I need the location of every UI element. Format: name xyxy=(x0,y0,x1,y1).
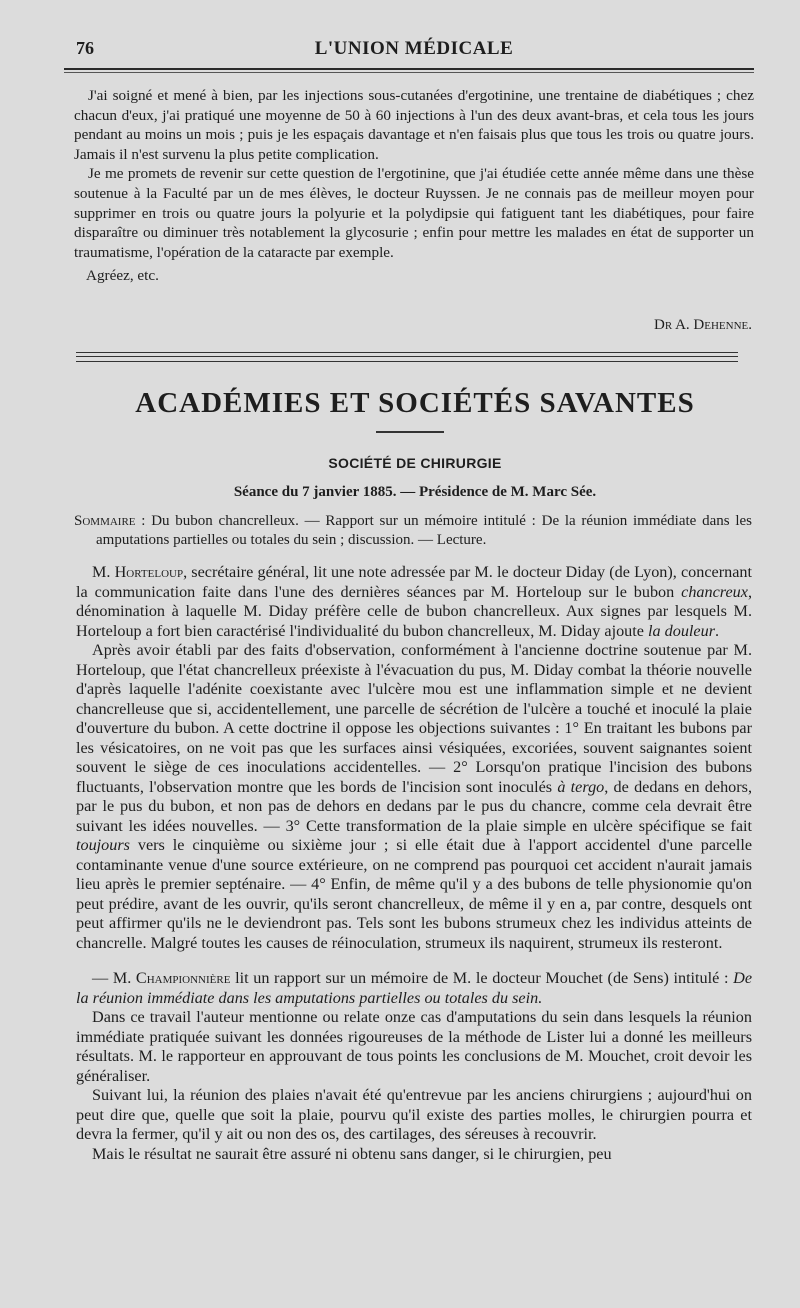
society-title: SOCIÉTÉ DE CHIRURGIE xyxy=(328,455,502,471)
body-paragraph-4: Dans ce travail l'auteur mentionne ou relate onze cas d'amputations du sein dans lesquels la réunion immédiate pratiquée suivant les données rigoureuses de la méthode de Lister lui a donné les meilleurs résultats. M. le rapporteur en approuvant de tous points les conclusions de M. Mouchet, croit devoir les généraliser. xyxy=(76,1008,752,1085)
running-head xyxy=(76,38,752,64)
speaker-name: Championnière xyxy=(135,969,231,987)
text-run: , dénomination à laquelle M. Diday préfère celle de bubon chancrelleux. Aux signes par lesquels M. Horteloup a fort bien caractérisé l'individualité du bubon chancrelleux, M. Diday ajoute xyxy=(76,582,752,640)
body-paragraph-5: Suivant lui, la réunion des plaies n'avait été qu'entrevue par les anciens chirurgiens ; aujourd'hui on peut dire que, quelle que soit la plaie, pourvu qu'il existe des parties molles, le chirurgien pourra et devra la fermer, qu'il y ait ou non des os, des cartilages, des séreuses à recouvrir. xyxy=(76,1086,752,1143)
italic-term: la douleur xyxy=(648,621,715,640)
summary-label: Sommaire xyxy=(74,513,136,529)
text-run: , secrétaire général, lit une note adressée par M. le docteur Diday (de Lyon), concernant la communication faite dans l'une des dernières séances par M. Horteloup sur le bubon xyxy=(76,563,752,601)
body-paragraph-3 xyxy=(76,969,752,1008)
page-number: 76 xyxy=(76,38,94,58)
italic-term: toujours xyxy=(76,836,130,854)
letter-paragraph-1: J'ai soigné et mené à bien, par les injections sous-cutanées d'ergotinine, une trentaine de diabétiques ; chez chacun d'eux, j'ai pratiqué une moyenne de 50 à 60 injections à l'un des deux avant-bras, et cela tous les jours pendant au moins un mois ; puis je les espaçais davantage et n'en faisais plus que tous les trois ou quatre jours. Jamais il n'est survenu la plus petite complication. xyxy=(74,87,754,163)
letter-paragraph-2: Je me promets de revenir sur cette question de l'ergotinine, que j'ai étudiée cette année même dans une thèse soutenue à la Faculté par un de mes élèves, le docteur Ruyssen. Je ne connais pas de meilleur moyen pour supprimer en trois ou quatre jours la polyurie et la polydipsie qui fatiguent tant les diabétiques, pour faire disparaître ou diminuer très notablement la glycosurie ; enfin pour mettre les malades en état de supporter un traumatisme, l'opération de la cataracte par exemple. xyxy=(74,165,754,261)
italic-term: à tergo xyxy=(557,777,605,796)
summary-text: : Du bubon chancrelleux. — Rapport sur un mémoire intitulé : De la réunion immédiate dans les amputations partielles ou totales du sein ; discussion. — Lecture. xyxy=(96,513,752,548)
header-rule xyxy=(64,68,754,70)
italic-term: chancreux xyxy=(681,582,748,601)
header-rule-thin xyxy=(64,72,754,73)
body-paragraph-6: Mais le résultat ne saurait être assuré ni obtenu sans danger, si le chirurgien, peu xyxy=(92,1144,612,1163)
section-separator-rule xyxy=(76,352,738,353)
body-paragraph-1 xyxy=(76,563,752,641)
session-report xyxy=(76,563,752,1164)
summary xyxy=(74,512,752,550)
text-run: Après avoir établi par des faits d'observation, conformément à l'ancienne doctrine soutenue par M. Horteloup, que l'état chancrelleux préexiste à l'évacuation du pus, M. Diday combat la théorie nouvelle d'après laquelle l'adénite coexistante avec l'ulcère mou est une inflammation simple et ne devient chancrelleuse que si, accidentellement, une parcelle de sécrétion de l'ulcère a touché et inoculé la plaie d'ouverture du bubon. A cette doctrine il oppose les objections suivantes : 1° En traitant les bubons par les vésicatoires, on ne voit pas que les surfaces ainsi vésiquées, excoriées, souvent saignantes soient souvent le siège de ces inoculations accidentelles. — 2° Lorsqu'on pratique l'incision des bubons fluctuants, l'observation montre que les bords de l'incision sont inoculés xyxy=(76,641,752,796)
section-separator-rule xyxy=(76,356,738,357)
text-run: , de dedans en dehors, par le pus du bubon, et non pas de dehors en dedans par le pus du chancre, comme cela devrait être suivant les idées nouvelles. — 3° Cette transformation de la plaie simple en ulcère spécifique se fait xyxy=(76,777,753,835)
section-separator-rule xyxy=(76,361,738,362)
session-line: Séance du 7 janvier 1885. — Présidence de M. Marc Sée. xyxy=(233,484,597,500)
body-paragraph-2 xyxy=(76,641,752,953)
letter-continuation xyxy=(74,86,754,286)
section-title-underline xyxy=(376,431,444,433)
text-run: vers le cinquième ou sixième jour ; si elle était due à l'apport accidentel d'une parcelle contaminante venue d'une source extérieure, on ne comprend pas pourquoi cet accident n'aurait jamais lieu après le premier septénaire. — 4° Enfin, de même qu'il y a des bubons de telle physionomie qu'on peut prédire, avant de les ouvrir, qu'ils seront chancrelleux, de même il y en a, par contre, desquels ont peut affirmer qu'ils ne le deviendront pas. Tels sont les bubons strumeux chez les individus atteints de chancrelle. Malgré toutes les causes de réinoculation, strumeux ils naquirent, strumeux ils resteront. xyxy=(76,836,752,952)
letter-signature: Dr A. Dehenne. xyxy=(654,317,752,333)
journal-title: L'UNION MÉDICALE xyxy=(314,38,514,59)
text-run: lit un rapport sur un mémoire de M. le docteur Mouchet (de Sens) intitulé : xyxy=(230,969,734,987)
speaker-name: M. Horteloup xyxy=(92,563,184,581)
text-run: . xyxy=(715,621,720,640)
text-run: — M. xyxy=(92,969,136,987)
letter-closing: Agréez, etc. xyxy=(86,267,159,285)
italic-title: De la réunion immédiate dans les amputations partielles ou totales du sein. xyxy=(76,969,752,1007)
section-title: ACADÉMIES ET SOCIÉTÉS SAVANTES xyxy=(135,387,695,419)
